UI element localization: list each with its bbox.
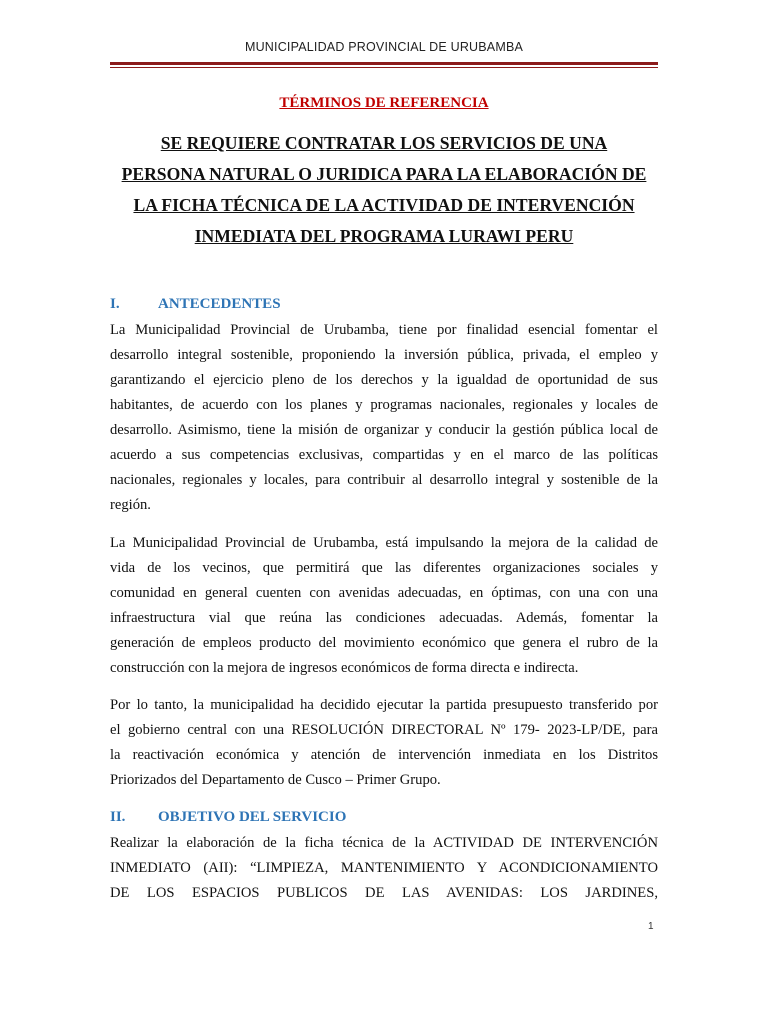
paragraph-antecedentes-3 [110,693,658,793]
paragraph-antecedentes-1 [110,318,658,518]
text-line: desarrollo integral sostenible, proponiendo la inversión pública, privada, el empleo y [110,347,658,363]
text-line: desarrollo. Asimismo, tiene la misión de organizar y conducir la gestión pública local de [110,422,658,438]
text-line: habitantes, de acuerdo con los planes y programas nacionales, regionales y locales de [110,397,658,413]
header-rule-thick [110,62,658,65]
text-line: la reactivación económica y atención de intervención inmediata en los Distritos [110,747,658,763]
text-line: construcción con la mejora de ingresos económicos de forma directa e indirecta. [110,660,579,676]
document-title [100,128,668,252]
text-line: región. [110,497,151,513]
text-line: generación de empleos producto del movimiento económico que genera el rubro de la [110,635,658,651]
page-number: 1 [648,921,654,932]
text-line: comunidad en general cuenten con avenidas adecuadas, en óptimas, con una con una [110,585,658,601]
text-line: Realizar la elaboración de la ficha técnica de la ACTIVIDAD DE INTERVENCIÓN [110,835,658,851]
text-line: infraestructura vial que reúna las condiciones adecuadas. Además, fomentar la [110,610,658,626]
page-header: MUNICIPALIDAD PROVINCIAL DE URUBAMBA [244,40,524,54]
text-line: acuerdo a sus competencias exclusivas, compartidas y en el marco de las políticas [110,447,658,463]
title-line: LA FICHA TÉCNICA DE LA ACTIVIDAD DE INTERVENCIÓN [133,195,635,215]
section-number: II. [110,809,126,825]
section-title: OBJETIVO DEL SERVICIO [158,809,347,825]
paragraph-objetivo-1 [110,831,658,906]
section-heading-objetivo [110,809,658,826]
section-title: ANTECEDENTES [158,296,281,312]
title-line: INMEDIATA DEL PROGRAMA LURAWI PERU [194,226,574,246]
text-line: DE LOS ESPACIOS PUBLICOS DE LAS AVENIDAS: LOS JARDINES, [110,885,658,901]
title-line: SE REQUIERE CONTRATAR LOS SERVICIOS DE UNA [160,133,608,153]
text-line: Priorizados del Departamento de Cusco – Primer Grupo. [110,772,441,788]
header-rule-thin [110,67,658,68]
text-line: La Municipalidad Provincial de Urubamba, está impulsando la mejora de la calidad de [110,535,658,551]
paragraph-antecedentes-2 [110,531,658,681]
text-line: INMEDIATO (AII): “LIMPIEZA, MANTENIMIENTO Y ACONDICIONAMIENTO [110,860,658,876]
document-kicker: TÉRMINOS DE REFERENCIA [279,95,489,111]
section-heading-antecedentes [110,296,658,313]
text-line: Por lo tanto, la municipalidad ha decidido ejecutar la partida presupuesto transferido por [110,697,658,713]
text-line: el gobierno central con una RESOLUCIÓN DIRECTORAL Nº 179- 2023-LP/DE, para [110,722,658,738]
text-line: vida de los vecinos, que permitirá que las diferentes organizaciones sociales y [110,560,658,576]
text-line: garantizando el ejercicio pleno de los derechos y la igualdad de oportunidad de sus [110,372,658,388]
title-line: PERSONA NATURAL O JURIDICA PARA LA ELABORACIÓN DE [121,164,647,184]
section-number: I. [110,296,120,312]
text-line: La Municipalidad Provincial de Urubamba, tiene por finalidad esencial fomentar el [110,322,658,338]
text-line: nacionales, regionales y locales, para contribuir al desarrollo integral y sostenible de la [110,472,658,488]
